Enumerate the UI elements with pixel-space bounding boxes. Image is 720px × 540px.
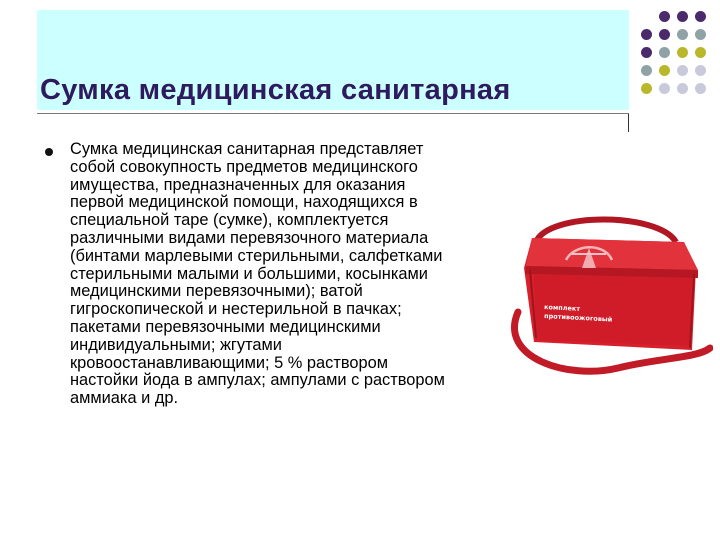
bullet-icon (45, 148, 53, 156)
bullet-text-line: стерильными малыми и большими, косынками (70, 264, 428, 283)
decorative-dot (695, 65, 706, 76)
decorative-dot (677, 29, 688, 40)
bag-label-line1: комплект (543, 303, 581, 313)
title-divider (37, 113, 629, 114)
decorative-dot (659, 11, 670, 22)
decorative-dot (659, 29, 670, 40)
bag-label-line2: противоожоговый (543, 312, 613, 324)
decorative-dot (659, 83, 670, 94)
bullet-text-line: индивидуальными; жгутами (70, 335, 282, 354)
bullet-text-line: специальной таре (сумке), комплектуется (70, 211, 389, 230)
decorative-dot (659, 47, 670, 58)
bullet-text-line: первой медицинской помощи, находящихся в (70, 193, 418, 212)
decorative-dot (641, 47, 652, 58)
bullet-text-line: Сумка медицинская санитарная представляет (70, 140, 424, 158)
bullet-text-line: настойки йода в ампулах; ампулами с раствором (70, 371, 445, 390)
decorative-dot (695, 47, 706, 58)
decorative-dot (695, 29, 706, 40)
bullet-text-line: пакетами перевязочными медицинскими (70, 317, 381, 336)
decorative-dot (677, 47, 688, 58)
decorative-dot (641, 29, 652, 40)
decorative-dot-grid (641, 11, 711, 107)
decorative-dot (677, 83, 688, 94)
bullet-text-line: медицинскими перевязочными); ватой (70, 282, 363, 301)
sanitary-bag-image (508, 208, 713, 382)
bullet-text-line: аммиака и др. (70, 389, 179, 408)
decorative-dot (677, 11, 688, 22)
bullet-text-line: собой совокупность предметов медицинского (70, 157, 418, 176)
slide-title: Сумка медицинская санитарная (40, 74, 511, 106)
bullet-text-line: кровоостанавливающими; 5 % раствором (70, 353, 388, 372)
bullet-text-line: (бинтами марлевыми стерильными, салфетками (70, 246, 443, 265)
decorative-dot (641, 65, 652, 76)
decorative-dot (677, 65, 688, 76)
bullet-text-line: различными видами перевязочного материала (70, 228, 429, 247)
bullet-text (70, 141, 510, 408)
decorative-dot (695, 83, 706, 94)
bullet-text-line: гигроскопической и нестерильной в пачках; (70, 300, 402, 319)
title-divider-tick (628, 114, 629, 132)
bullet-text-line: имущества, предназначенных для оказания (70, 175, 406, 194)
decorative-dot (659, 65, 670, 76)
decorative-dot (641, 83, 652, 94)
decorative-dot (695, 11, 706, 22)
